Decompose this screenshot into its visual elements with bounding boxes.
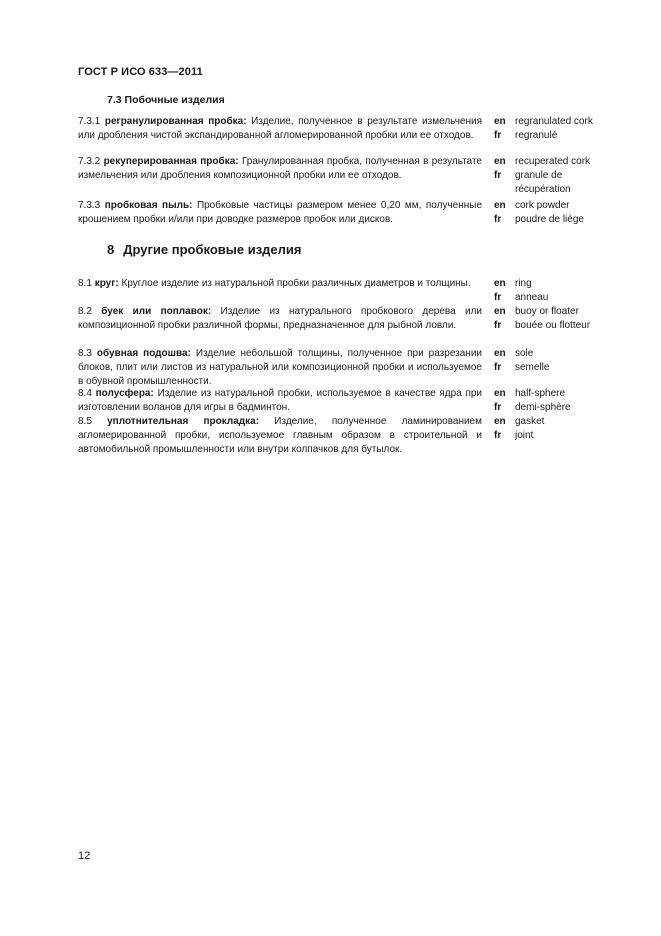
definition-text: Пробковые частицы размером менее 0,20 мм, полученные крошением пробки и/или при доводке размеров пробок или дисков.	[78, 200, 483, 225]
lang-code-en: en	[494, 116, 506, 127]
lang-code-fr: fr	[494, 214, 502, 225]
definition-text: Изделие, полученное ламинированием агломерированной пробки, используемое главным образом в строительной и автомобильной промышленности или внутри колпачков для бутылок.	[78, 416, 482, 455]
term-definition	[78, 199, 482, 227]
term-definition	[78, 387, 482, 415]
lang-code-en: en	[494, 348, 506, 359]
definition-text: Изделие, полученное в результате измельчения или дробления чистой экспандированной агломерированной пробки или ее отходов.	[78, 116, 482, 141]
section-title: Другие пробковые изделия	[123, 242, 302, 257]
entry-number: 7.3.2	[78, 156, 101, 167]
term-definition	[78, 277, 482, 291]
term-definition	[78, 415, 482, 457]
french-term: bouée ou flotteur	[515, 320, 591, 331]
definition-text: Круглое изделие из натуральной пробки различных диаметров и толщины.	[121, 278, 471, 289]
lang-code-en: en	[494, 200, 506, 211]
equivalents	[494, 305, 610, 333]
english-term: sole	[515, 348, 534, 359]
term-name: полусфера:	[95, 388, 154, 399]
lang-code-en: en	[494, 416, 506, 427]
entry-number: 8.1	[78, 278, 92, 289]
term-entry	[78, 155, 661, 195]
section-heading	[107, 242, 302, 257]
term-entry	[78, 415, 661, 455]
french-term: semelle	[515, 362, 550, 373]
entry-number: 8.2	[78, 306, 92, 317]
definition-text: Изделие небольшой толщины, полученное при разрезании блоков, плит или листов из натуральной или композиционной пробки и используемое в обувной промышленности.	[78, 348, 482, 387]
entry-number: 8.3	[78, 348, 92, 359]
term-definition	[78, 305, 482, 333]
term-name: буек или поплавок:	[101, 306, 212, 317]
term-entry	[78, 305, 661, 345]
lang-code-fr: fr	[494, 402, 502, 413]
entry-number: 8.5	[78, 416, 92, 427]
term-definition	[78, 155, 482, 183]
subsection-heading	[107, 94, 225, 106]
term-name: уплотнительная прокладка:	[107, 416, 260, 427]
lang-code-fr: fr	[494, 430, 502, 441]
term-definition	[78, 115, 482, 143]
equivalents	[494, 199, 610, 227]
term-name: обувная подошва:	[96, 348, 191, 359]
equivalents	[494, 415, 610, 443]
entry-number: 8.4	[78, 388, 92, 399]
lang-code-fr: fr	[494, 292, 502, 303]
french-term: joint	[515, 430, 534, 441]
lang-code-en: en	[494, 278, 506, 289]
equivalents	[494, 277, 610, 305]
equivalents	[494, 387, 610, 415]
english-term: cork powder	[515, 200, 570, 211]
lang-code-fr: fr	[494, 170, 502, 181]
term-entry	[78, 199, 661, 239]
english-term: gasket	[515, 416, 545, 427]
page-number: 12	[78, 850, 91, 862]
entry-number: 7.3.3	[78, 200, 101, 211]
french-term: regranulé	[515, 130, 558, 141]
french-term: granule de récupération	[515, 170, 571, 195]
term-entry	[78, 347, 661, 387]
french-term: anneau	[515, 292, 549, 303]
term-name: регранулированная пробка:	[104, 116, 247, 127]
lang-code-en: en	[494, 388, 506, 399]
english-term: regranulated cork	[515, 116, 593, 127]
english-term: half-sphere	[515, 388, 566, 399]
term-entry	[78, 115, 661, 155]
subsection-title: Побочные изделия	[124, 94, 225, 106]
lang-code-fr: fr	[494, 130, 502, 141]
lang-code-en: en	[494, 306, 506, 317]
lang-code-en: en	[494, 156, 506, 167]
definition-text: Изделие из натуральной пробки, используемое в качестве ядра при изготовлении воланов для игры в бадминтон.	[78, 388, 483, 413]
french-term: demi-sphère	[515, 402, 571, 413]
term-name: круг:	[94, 278, 119, 289]
term-name: пробковая пыль:	[104, 200, 193, 211]
term-definition	[78, 347, 482, 389]
english-term: ring	[515, 278, 532, 289]
equivalents	[494, 155, 610, 197]
document-header: ГОСТ Р ИСО 633—2011	[78, 66, 203, 78]
entry-number: 7.3.1	[78, 116, 101, 127]
french-term: poudre de liège	[515, 214, 584, 225]
equivalents	[494, 115, 610, 143]
definition-text: Изделие из натурального пробкового дерева или композиционной пробки различной формы, предназначенное для рыбной ловли.	[78, 306, 483, 331]
subsection-number: 7.3	[107, 94, 122, 106]
lang-code-fr: fr	[494, 320, 502, 331]
lang-code-fr: fr	[494, 362, 502, 373]
term-name: рекуперированная пробка:	[103, 156, 239, 167]
section-number: 8	[107, 242, 115, 257]
english-term: buoy or floater	[515, 306, 579, 317]
equivalents	[494, 347, 610, 375]
definition-text: Гранулированная пробка, полученная в результате измельчения или дробления композиционной пробки или ее отходов.	[78, 156, 482, 181]
english-term: recuperated cork	[515, 156, 591, 167]
